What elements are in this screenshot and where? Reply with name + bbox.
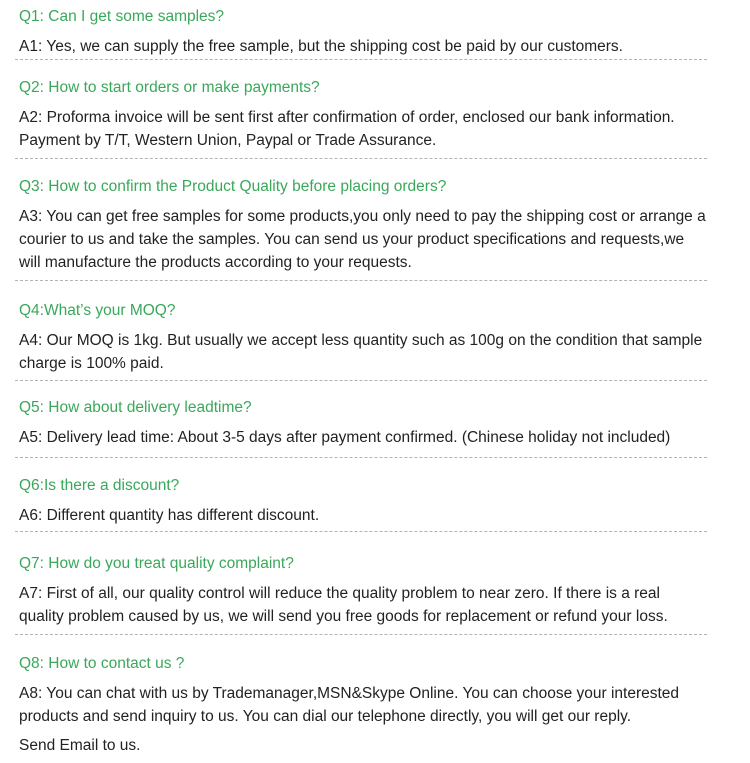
faq-divider bbox=[15, 158, 707, 159]
faq-answer: A6: Different quantity has different discount. bbox=[19, 507, 320, 524]
faq-answer: A7: First of all, our quality control will reduce the quality problem to near zero. If there is a real quality problem caused by us, we will send you free goods for replacement or refund your loss. bbox=[19, 585, 668, 625]
faq-item-q5 bbox=[19, 396, 707, 449]
faq-question: Q4:What’s your MOQ? bbox=[19, 302, 176, 319]
faq-divider bbox=[15, 59, 707, 60]
faq-answer: A3: You can get free samples for some products,you only need to pay the shipping cost or arrange a courier to us and take the samples. You can send us your product specifications and requests,we will manufacture the products according to your requests. bbox=[19, 208, 706, 271]
faq-question: Q5: How about delivery leadtime? bbox=[19, 399, 252, 416]
faq-divider bbox=[15, 457, 707, 458]
faq-answer: A8: You can chat with us by Trademanager,MSN&Skype Online. You can choose your interested products and send inquiry to us. You can dial our telephone directly, you will get our reply. bbox=[19, 685, 680, 725]
faq-divider bbox=[15, 531, 707, 532]
faq-question: Q8: How to contact us ? bbox=[19, 655, 185, 672]
faq-question: Q3: How to confirm the Product Quality before placing orders? bbox=[19, 178, 447, 195]
faq-divider bbox=[15, 634, 707, 635]
faq-item-q6 bbox=[19, 474, 707, 527]
faq-answer: A5: Delivery lead time: About 3-5 days after payment confirmed. (Chinese holiday not included) bbox=[19, 429, 671, 446]
faq-item-q4 bbox=[19, 299, 707, 375]
faq-answer: A2: Proforma invoice will be sent first after confirmation of order, enclosed our bank information. Payment by T/T, Western Union, Paypal or Trade Assurance. bbox=[19, 109, 675, 149]
faq-item-q8 bbox=[19, 652, 707, 757]
faq-answer-extra: Send Email to us. bbox=[19, 737, 141, 754]
faq-item-q7 bbox=[19, 552, 707, 628]
faq-question: Q2: How to start orders or make payments? bbox=[19, 79, 320, 96]
faq-item-q2 bbox=[19, 76, 707, 152]
faq-answer: A1: Yes, we can supply the free sample, but the shipping cost be paid by our customers. bbox=[19, 38, 623, 55]
faq-item-q1 bbox=[19, 5, 707, 58]
faq-question: Q7: How do you treat quality complaint? bbox=[19, 555, 294, 572]
faq-question: Q1: Can I get some samples? bbox=[19, 8, 225, 25]
faq-question: Q6:Is there a discount? bbox=[19, 477, 180, 494]
faq-item-q3 bbox=[19, 175, 707, 274]
faq-answer: A4: Our MOQ is 1kg. But usually we accept less quantity such as 100g on the condition that sample charge is 100% paid. bbox=[19, 332, 703, 372]
faq-divider bbox=[15, 280, 707, 281]
faq-divider bbox=[15, 380, 707, 381]
